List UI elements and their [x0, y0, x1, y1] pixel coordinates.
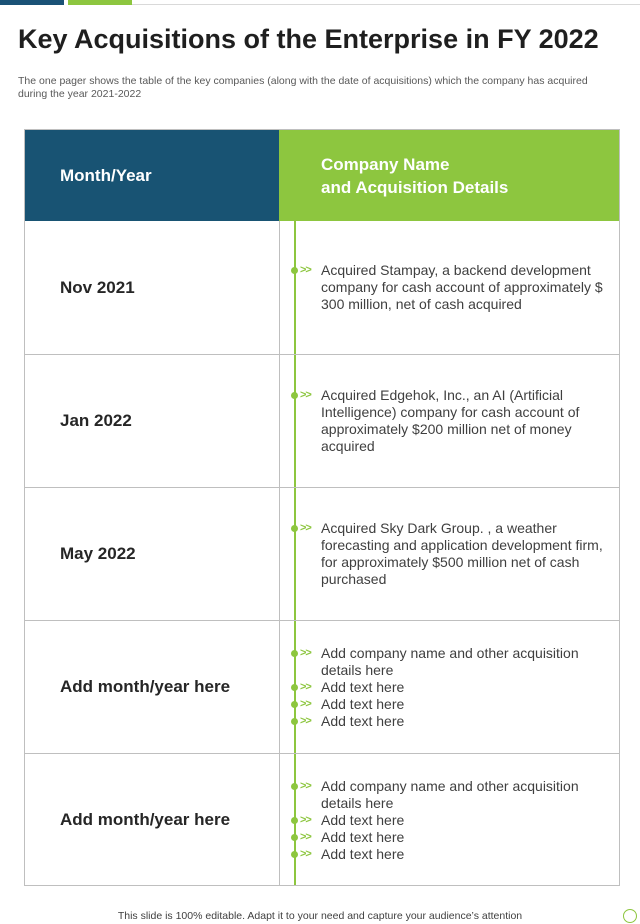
- row-detail: Add text here: [321, 846, 405, 862]
- bullet-dot-icon: [291, 834, 298, 841]
- bullet-dot-icon: [291, 783, 298, 790]
- bullet-dot-icon: [291, 817, 298, 824]
- row-detail: Acquired Edgehok, Inc., an AI (Artificial Intelligence) company for cash account of approximately $200 million net of money acquired: [321, 387, 580, 454]
- bullet-dot-icon: [291, 392, 298, 399]
- row-detail: Add text here: [321, 829, 405, 845]
- header-month-year: [25, 130, 279, 221]
- row-month: Jan 2022: [60, 411, 132, 430]
- double-chevron-right-icon: >>: [300, 389, 311, 401]
- column-divider: [279, 221, 280, 885]
- bullet-dot-icon: [291, 267, 298, 274]
- page-title: Key Acquisitions of the Enterprise in FY 2022: [18, 24, 599, 54]
- double-chevron-right-icon: >>: [300, 814, 311, 826]
- row-detail: Add text here: [321, 713, 405, 729]
- bullet-dot-icon: [291, 718, 298, 725]
- top-accent-bar-blue: [0, 0, 64, 5]
- double-chevron-right-icon: >>: [300, 715, 311, 727]
- bullet-dot-icon: [291, 701, 298, 708]
- acquisitions-table: [24, 129, 620, 886]
- row-detail: Add company name and other acquisition details here: [321, 778, 579, 811]
- row-detail: Add text here: [321, 812, 405, 828]
- top-accent-bar-green: [68, 0, 132, 5]
- top-divider-line: [132, 4, 640, 5]
- row-month: Add month/year here: [60, 677, 231, 696]
- row-month: Nov 2021: [60, 278, 135, 297]
- row-divider: [25, 753, 619, 754]
- double-chevron-right-icon: >>: [300, 780, 311, 792]
- double-chevron-right-icon: >>: [300, 831, 311, 843]
- row-divider: [25, 620, 619, 621]
- row-detail: Add text here: [321, 679, 405, 695]
- bullet-dot-icon: [291, 851, 298, 858]
- page-subtitle: The one pager shows the table of the key companies (along with the date of acquisitions) which the company has acquired during the year 2021-2022: [18, 75, 588, 100]
- bullet-dot-icon: [291, 650, 298, 657]
- double-chevron-right-icon: >>: [300, 698, 311, 710]
- bullet-dot-icon: [291, 525, 298, 532]
- row-detail: Add company name and other acquisition details here: [321, 645, 579, 678]
- double-chevron-right-icon: >>: [300, 264, 311, 276]
- row-divider: [25, 354, 619, 355]
- row-detail: Add text here: [321, 696, 405, 712]
- double-chevron-right-icon: >>: [300, 522, 311, 534]
- bullet-dot-icon: [291, 684, 298, 691]
- header-month-year-label: Month/Year: [60, 165, 152, 185]
- double-chevron-right-icon: >>: [300, 681, 311, 693]
- row-detail: Acquired Stampay, a backend development company for cash account of approximately $ 300 million, net of cash acquired: [321, 262, 603, 312]
- row-detail: Acquired Sky Dark Group. , a weather forecasting and application development firm, for approximately $500 million net of cash purchased: [321, 520, 603, 587]
- row-divider: [25, 487, 619, 488]
- header-company-line2: and Acquisition Details: [321, 178, 509, 197]
- row-month: May 2022: [60, 544, 136, 563]
- header-company-details: [279, 130, 619, 221]
- corner-circle-icon: [623, 909, 637, 923]
- footer-note: This slide is 100% editable. Adapt it to your need and capture your audience’s attention: [117, 910, 523, 922]
- row-month: Add month/year here: [60, 810, 231, 829]
- double-chevron-right-icon: >>: [300, 647, 311, 659]
- double-chevron-right-icon: >>: [300, 848, 311, 860]
- header-company-line1: Company Name: [321, 155, 450, 174]
